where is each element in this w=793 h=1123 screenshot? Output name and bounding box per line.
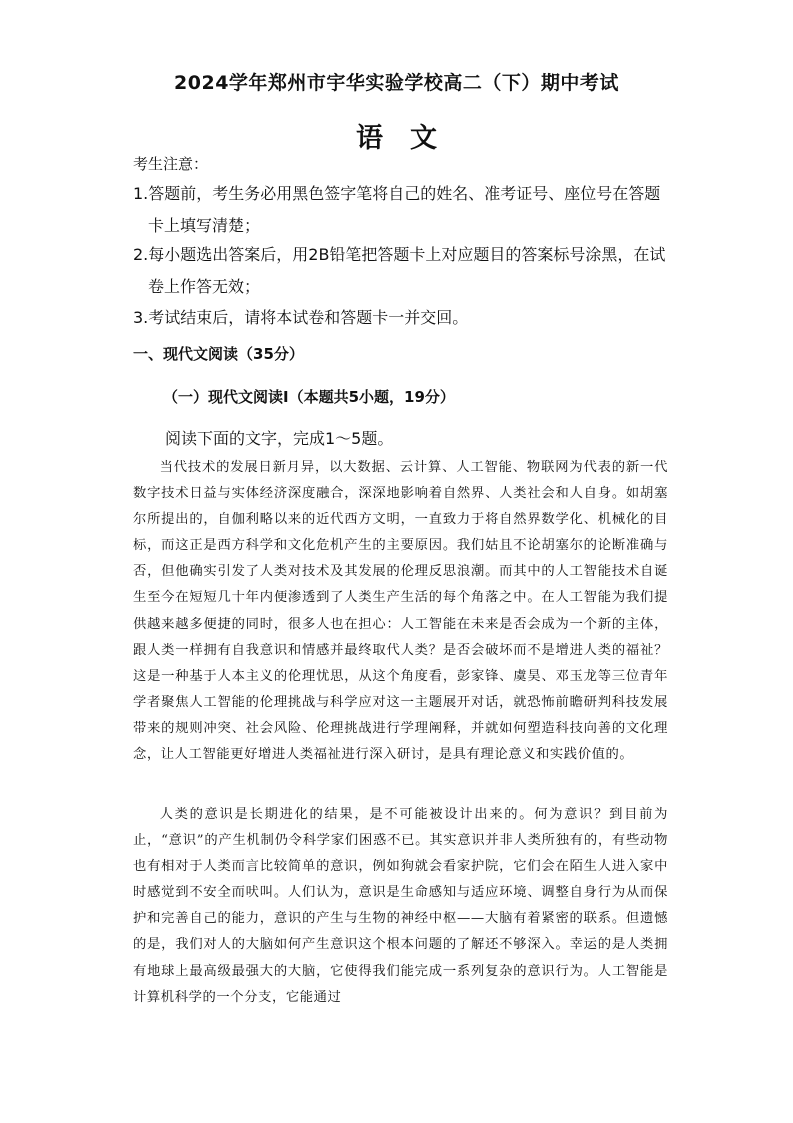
- passage-paragraph-2: 人类的意识是长期进化的结果，是不可能被设计出来的。何为意识？到目前为止，“意识”的产生机制仍令科学家们困惑不已。其实意识并非人类所独有的，有些动物也有相对于人类而言比较简单的意识，例如狗就会看家护院，它们会在陌生人进入家中时感觉到不安全而吠叫。人们认为，意识是生命感知与适应环境、调整自身行为从而保护和完善自己的能力，意识的产生与生物的神经中枢——大脑有着紧密的联系。但遗憾的是，我们对人的大脑如何产生意识这个根本问题的了解还不够深入。幸运的是人类拥有地球上最高级最强大的大脑，它使得我们能完成一系列复杂的意识行为。人工智能是计算机科学的一个分支，它能通过: [133, 807, 668, 1005]
- reading-instruction: 阅读下面的文字，完成1～5题。: [165, 429, 394, 448]
- notice-item-number: 1.: [133, 184, 149, 203]
- notice-item-number: 3.: [133, 308, 149, 327]
- subject-title: 语 文: [356, 123, 437, 154]
- notice-item-1: [133, 178, 681, 242]
- section-title: 一、现代文阅读（35分）: [133, 345, 304, 363]
- notice-item-continuation: 卡上填写清楚；: [148, 216, 261, 235]
- notice-item-text: 考试结束后，请将本试卷和答题卡一并交回。: [148, 308, 469, 327]
- passage-paragraph-1: 当代技术的发展日新月异，以大数据、云计算、人工智能、物联网为代表的新一代数字技术日益与实体经济深度融合，深深地影响着自然界、人类社会和人自身。如胡塞尔所提出的，自伽利略以来的近代西方文明，一直致力于将自然界数学化、机械化的目标，而这正是西方科学和文化危机产生的主要原因。我们姑且不论胡塞尔的论断准确与否，但他确实引发了人类对技术及其发展的伦理反思浪潮。而其中的人工智能技术自诞生至今在短短几十年内便渗透到了人类生产生活的每个角落之中。在人工智能为我们提供越来越多便捷的同时，很多人也在担心：人工智能在未来是否会成为一个新的主体，跟人类一样拥有自我意识和情感并最终取代人类？是否会破坏而不是增进人类的福祉？这是一种基于人本主义的伦理忧思，从这个角度看，彭家锋、虞昊、邓玉龙等三位青年学者聚焦人工智能的伦理挑战与科学应对这一主题展开对话，就恐怖前瞻研判科技发展带来的规则冲突、社会风险、伦理挑战进行学理阐释，并就如何塑造科技向善的文化理念，让人工智能更好增进人类福祉进行深入研讨，是具有理论意义和实践价值的。: [133, 460, 668, 763]
- notice-item-text: 答题前，考生务必用黑色签字笔将自己的姓名、准考证号、座位号在答题: [148, 184, 661, 203]
- notice-item-2: [133, 239, 681, 303]
- notice-item-text: 每小题选出答案后，用2B铅笔把答题卡上对应题目的答案标号涂黑，在试: [148, 245, 666, 264]
- notice-item-3: [133, 302, 681, 334]
- exam-title: 2024学年郑州市宇华实验学校高二（下）期中考试: [174, 72, 619, 94]
- notice-heading: 考生注意：: [133, 155, 209, 173]
- subsection-title: （一）现代文阅读Ⅰ（本题共5小题，19分）: [163, 388, 455, 406]
- notice-item-continuation: 卷上作答无效；: [148, 277, 261, 296]
- notice-item-number: 2.: [133, 245, 149, 264]
